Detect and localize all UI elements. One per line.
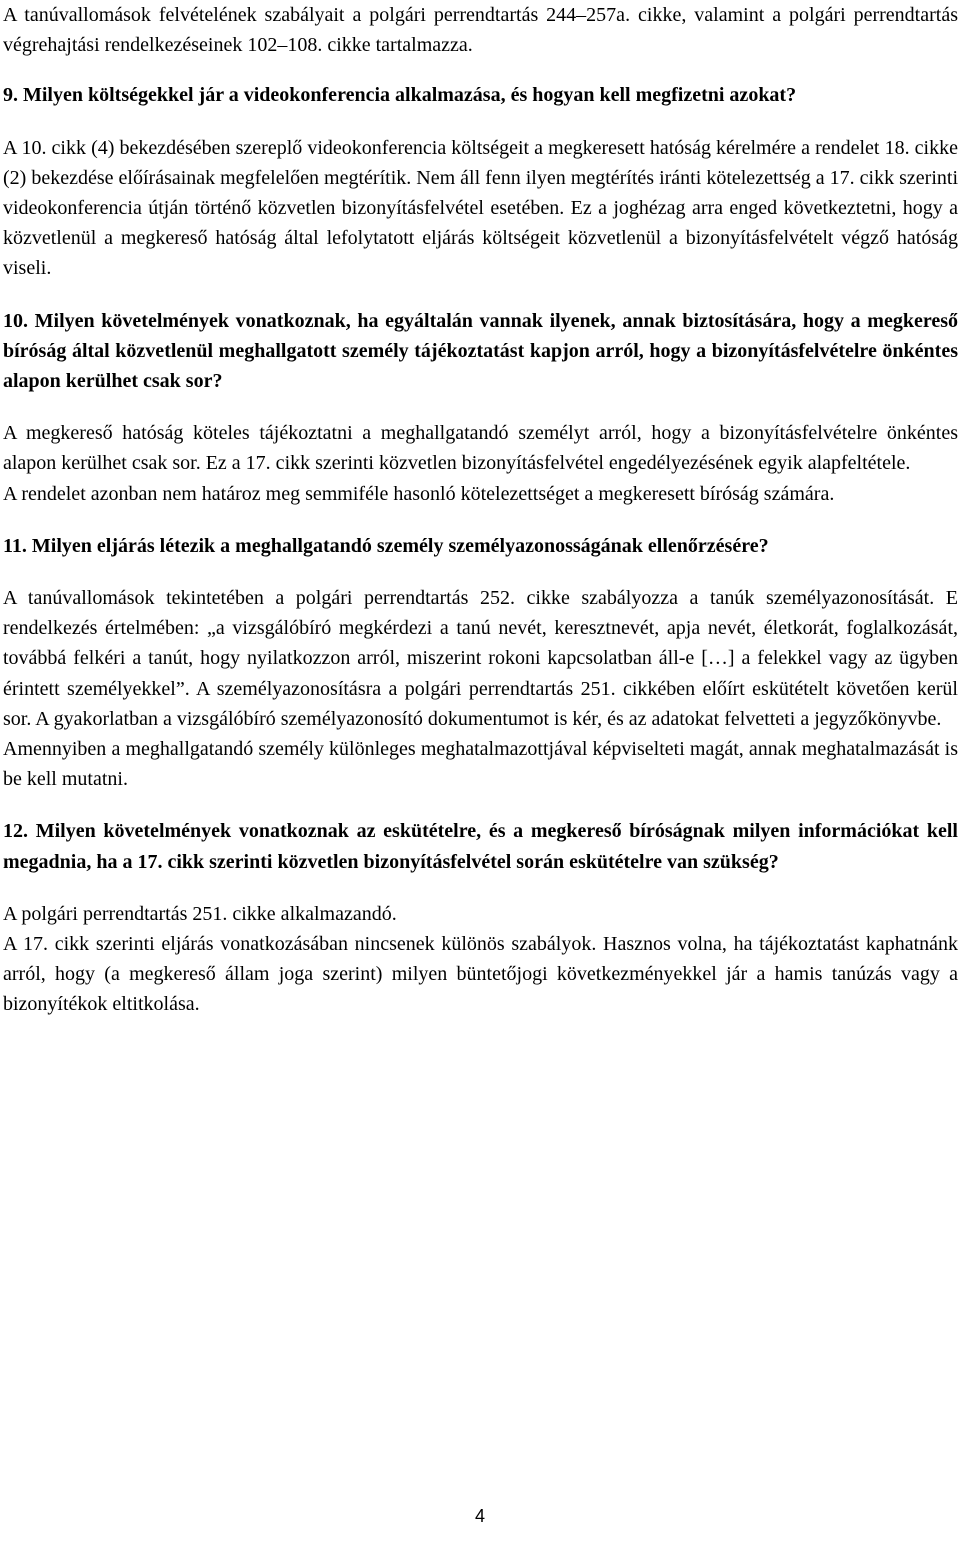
- intro-paragraph: A tanúvallomások felvételének szabályait a polgári perrendtartás 244–257a. cikke, valamint a polgári perrendtartás végrehajtási rendelkezéseinek 102–108. cikke tartalmazza.: [3, 4, 958, 57]
- question-9: 9. Milyen költségekkel jár a videokonferencia alkalmazása, és hogyan kell megfizetni azokat?: [3, 84, 797, 107]
- answer-12-paragraph-2: A 17. cikk szerinti eljárás vonatkozásában nincsenek különös szabályok. Hasznos volna, ha tájékoztatást kaphatnánk arról, hogy (a megkereső állam joga szerint) milyen büntetőjogi következményekkel jár a hamis tanúzás vagy a bizonyítékok eltitkolása.: [3, 933, 958, 1016]
- question-11: 11. Milyen eljárás létezik a meghallgatandó személy személyazonosságának ellenőrzésére?: [3, 534, 769, 557]
- answer-11-paragraph-2: Amennyiben a meghallgatandó személy különleges meghatalmazottjával képviselteti magát, annak meghatalmazását is be kell mutatni.: [3, 738, 958, 791]
- answer-11-paragraph-1: A tanúvallomások tekintetében a polgári perrendtartás 252. cikke szabályozza a tanúk személyazonosítását. E rendelkezés értelmében: „a vizsgálóbíró megkérdezi a tanú nevét, keresztnevét, apja nevét, életkorát, foglalkozását, továbbá felkéri a tanút, hogy nyilatkozzon arról, miszerint rokoni kapcsolatban áll-e […] a felekkel vagy az ügyben érintett személyekkel”. A személyazonosításra a polgári perrendtartás 251. cikkében előírt eskütételt követően kerül sor. A gyakorlatban a vizsgálóbíró személyazonosító dokumentumot is kér, és az adatokat felvetteti a jegyzőkönyvbe.: [3, 587, 958, 730]
- answer-10-paragraph-2: A rendelet azonban nem határoz meg semmiféle hasonló kötelezettséget a megkeresett bíróság számára.: [3, 482, 835, 505]
- document-page: [3, 0, 958, 1020]
- page-number: 4: [474, 1506, 485, 1526]
- answer-9-paragraph: A 10. cikk (4) bekezdésében szereplő videokonferencia költségeit a megkeresett hatóság kérelmére a rendelet 18. cikke (2) bekezdése előírásainak megfelelően megtérítik. Nem áll fenn ilyen megtérítés iránti kötelezettség a 17. cikk szerinti videokonferencia útján történő közvetlen bizonyításfelvétel esetében. Ez a joghézag arra enged következtetni, hogy a közvetlenül a megkereső hatóság által lefolytatott eljárás költségeit közvetlenül a bizonyításfelvételt végző hatóság viseli.: [3, 136, 958, 280]
- answer-12-paragraph-1: A polgári perrendtartás 251. cikke alkalmazandó.: [3, 902, 397, 925]
- question-10: 10. Milyen követelmények vonatkoznak, ha egyáltalán vannak ilyenek, annak biztosítására, hogy a megkereső bíróság által közvetlenül meghallgatott személy tájékoztatást kapjon arról, hogy a bizonyításfelvételre önkéntes alapon kerülhet csak sor?: [3, 309, 958, 393]
- question-12: 12. Milyen követelmények vonatkoznak az eskütételre, és a megkereső bíróságnak milyen információkat kell megadnia, ha a 17. cikk szerinti közvetlen bizonyításfelvétel során eskütételre van szükség?: [3, 820, 958, 873]
- answer-10-paragraph-1: A megkereső hatóság köteles tájékoztatni a meghallgatandó személyt arról, hogy a bizonyításfelvételre önkéntes alapon kerülhet csak sor. Ez a 17. cikk szerinti közvetlen bizonyításfelvétel engedélyezésének egyik alapfeltétele.: [3, 422, 958, 475]
